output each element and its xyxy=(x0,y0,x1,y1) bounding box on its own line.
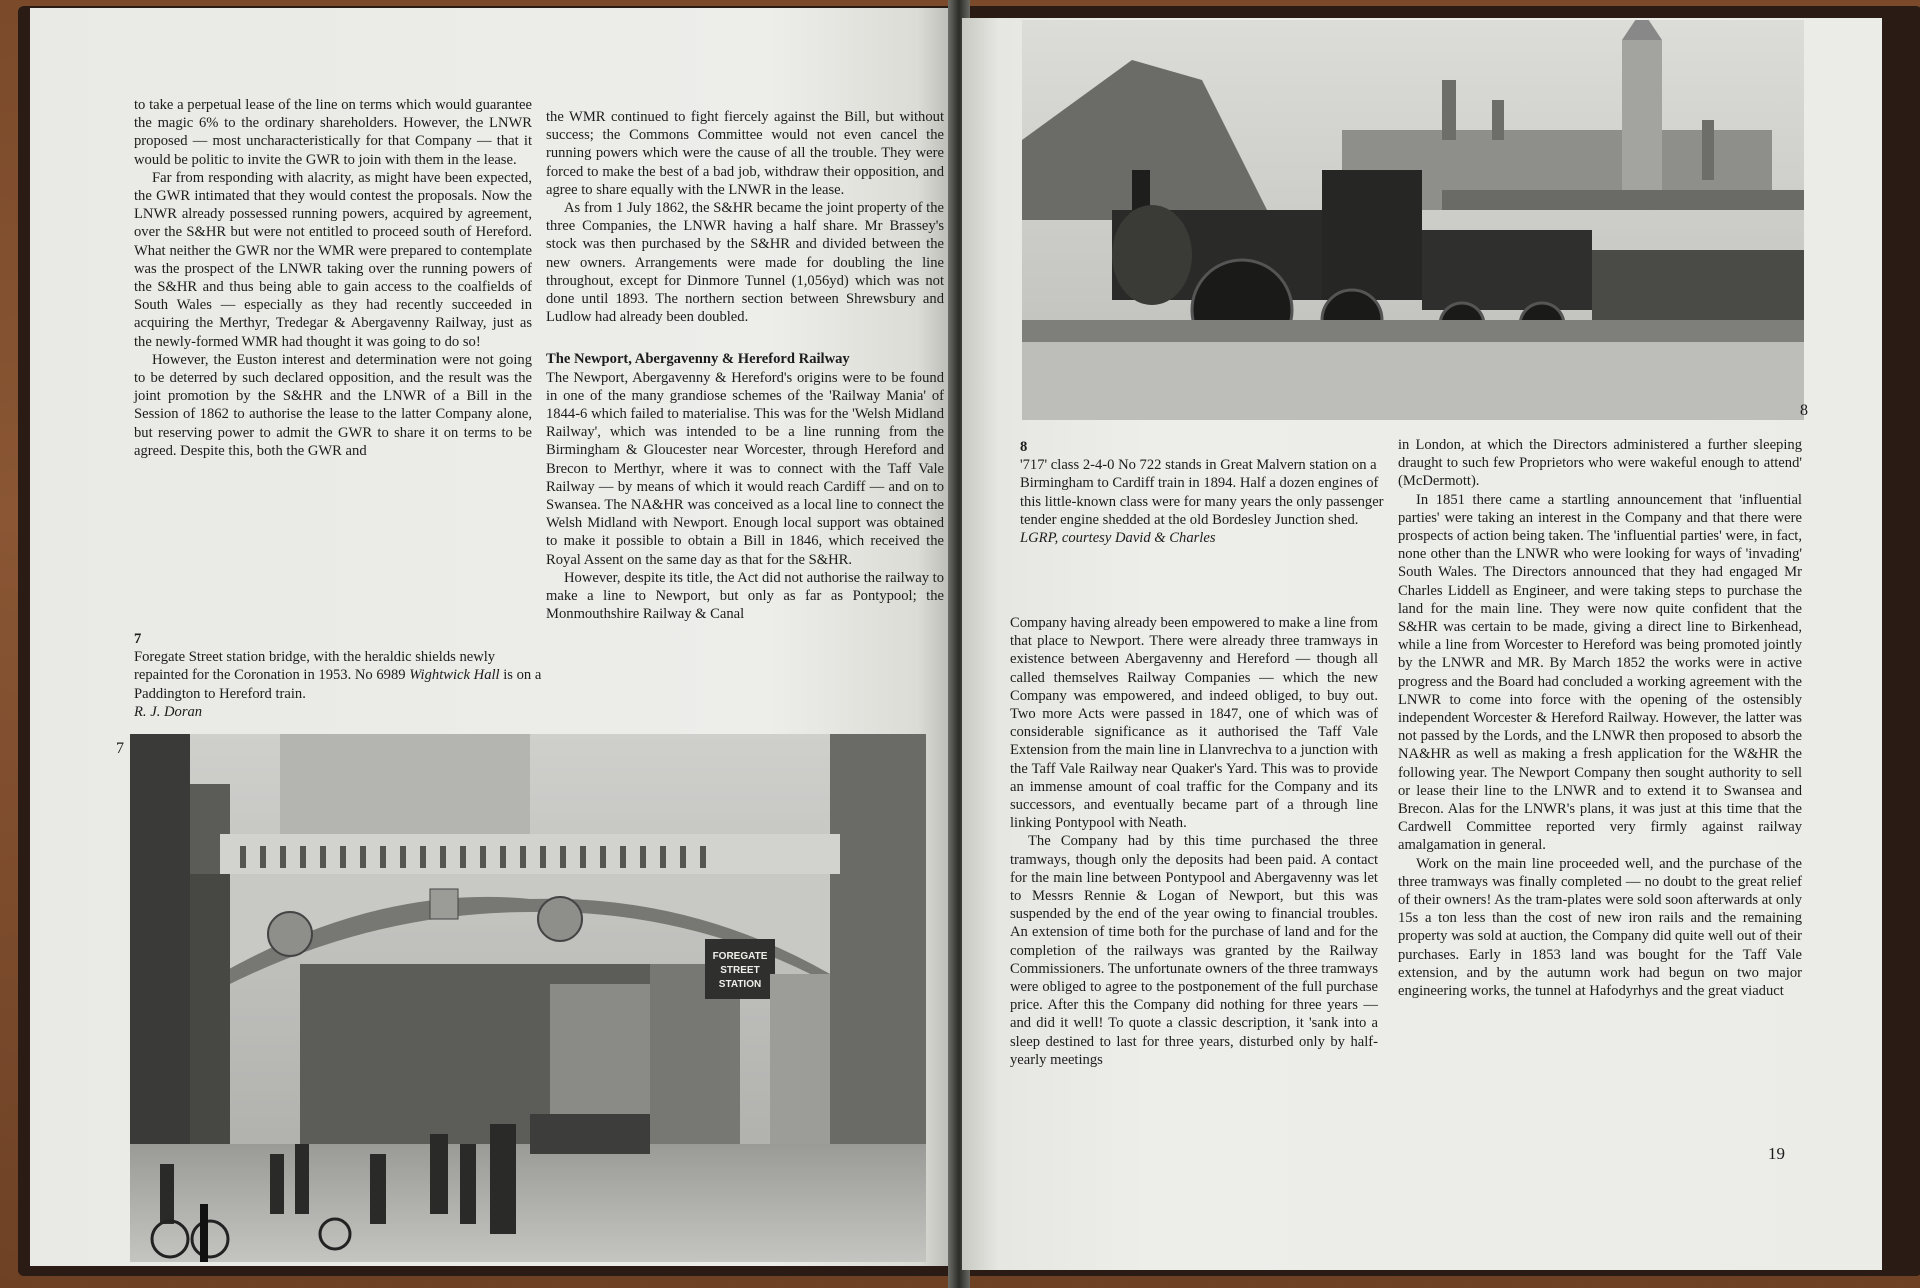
paragraph: The Newport, Abergavenny & Hereford's origins were to be found in one of the many grandiose schemes of the 'Railway Mania' of 1844-6 which failed to materialise. This was for the 'Welsh Midland Railway', which was intended to be a line running from the Birmingham & Gloucester near Worcester, through Hereford and Brecon to Merthyr, where it was to connect with the Taff Vale Railway — by means of which it would reach Cardiff — and on to Swansea. The NA&HR was conceived as a local line to connect the Welsh Midland with Newport. Enough local support was obtained to make it possible to obtain a Bill in 1846, which received the Royal Assent on the same day as that for the S&HR. xyxy=(546,369,944,568)
photo-7-caption xyxy=(134,630,544,721)
caption-text: Foregate Street station bridge, with the heraldic shields newly repainted for the Coronation in 1953. No 6989 xyxy=(134,649,496,684)
locomotive-photo-graphic xyxy=(1022,20,1804,420)
photo-8-number: 8 xyxy=(1800,402,1808,419)
caption-number: 8 xyxy=(1020,439,1028,455)
photo-credit: R. J. Doran xyxy=(134,703,203,720)
paragraph: to take a perpetual lease of the line on terms which would guarantee the magic 6% to the ordinary shareholders. However, the LNWR proposed — most uncharacteristically for that Company — that it would be politic to invite the GWR to join with them in the lease. xyxy=(134,97,532,168)
right-page xyxy=(962,18,1882,1270)
left-column-1 xyxy=(134,96,532,460)
section-heading: The Newport, Abergavenny & Hereford Railway xyxy=(546,351,850,368)
paragraph: The Company had by this time purchased the three tramways, though only the deposits had been paid. A contact for the main line between Pontypool and Abergavenny was let to Messrs Rennie & Logan of Newport, but this was suspended by the end of the year owing to financial troubles. An extension of time both for the purchase of land and for the completion of the railways was granted by the Railway Commissioners. The unfortunate owners of the three tramways were obliged to agree to the postponement of the full purchase price. After this the Company did nothing for three years — and did it well! To quote a classic description, it 'sank into a sleep destined to last for three years, disturbed only by half-yearly meetings xyxy=(1010,833,1378,1068)
photo-7-number: 7 xyxy=(116,740,124,757)
caption-locomotive-name: Wightwick Hall xyxy=(409,667,500,684)
caption-number: 7 xyxy=(134,631,142,647)
station-sign-text: FOREGATE xyxy=(712,951,768,962)
photo-credit: LGRP, courtesy David & Charles xyxy=(1020,530,1216,547)
left-column-2 xyxy=(546,108,944,623)
right-column-2 xyxy=(1398,436,1802,1000)
svg-text:STATION: STATION xyxy=(718,979,762,990)
photo-locomotive-722 xyxy=(1022,20,1804,420)
paragraph: In 1851 there came a startling announcement that 'influential parties' were taking an interest in the Company and that there were prospects of action being taken. The 'influential parties' were, in fact, none other than the LNWR who were looking for ways of 'invading' South Wales. The Directors announced that they had engaged Mr Charles Liddell as Engineer, and were taking steps to purchase the land for the main line. They were now quite confident that the S&HR was certain to be made, giving a direct line to Birkenhead, while a line from Worcester to Hereford was being promoted jointly by the LNWR and MR. By March 1852 the works were in active progress and the Board had concluded a working agreement with the LNWR to come into force with the opening of the ostensibly independent Worcester & Hereford Railway. However, the latter was not passed by the Lords, and the LNWR then proposed to absorb the NA&HR as well as making a fresh application for the W&HR the following year. The Newport Company then sought authority to sell or lease their line to the LNWR and to extend it to Swansea and Brecon. Alas for the LNWR's plans, it was just at this time that the Cardwell Committee reported very firmly against railway amalgamation in general. xyxy=(1398,491,1802,854)
photo-8-caption xyxy=(1020,438,1388,547)
paragraph: Company having already been empowered to make a line from that place to Newport. There were already three tramways in existence between Abergavenny and Hereford — though all called themselves Railway Companies — which the new Company was empowered, and indeed obliged, to buy out. Two more Acts were passed in 1847, one of which was of considerable significance as it authorised the Taff Vale Extension from the main line in Llanvrechva to a junction with the Taff Vale Railway near Quaker's Yard. This was to provide an immense amount of coal traffic for the Company and its successors, and eventually became part of a through line linking Pontypool with Neath. xyxy=(1010,615,1378,832)
paragraph: As from 1 July 1862, the S&HR became the joint property of the three Companies, the LNWR having a half share. Mr Brassey's stock was then purchased by the S&HR and divided between the new owners. Arrangements were made for doubling the line throughout, except for Dinmore Tunnel (1,056yd) which was not done until 1893. The northern section between Shrewsbury and Ludlow had already been doubled. xyxy=(546,200,944,326)
paragraph: Work on the main line proceeded well, and the purchase of the three tramways was finally completed — no doubt to the great relief of their owners! As the tram-plates were sold soon afterwards at only 15s a ton less than the cost of new iron rails and the remaining property was sold at auction, the Company did quite well out of their purchases. Early in 1853 land was bought for the Taff Vale extension, and by the autumn work had begun on two major engineering works, the tunnel at Hafodyrhys and the great viaduct xyxy=(1398,855,1802,1000)
caption-text: '717' class 2-4-0 No 722 stands in Great Malvern station on a Birmingham to Cardiff train in 1894. Half a dozen engines of this little-known class were for many years the only passenger tender engine shedded at the old Bordesley Junction shed. xyxy=(1020,457,1384,528)
paragraph: However, despite its title, the Act did not authorise the railway to make a line to Newport, but only as far as Pontypool; the Monmouthshire Railway & Canal xyxy=(546,569,944,623)
caption-text: is on a Paddington to Hereford train. xyxy=(134,667,542,702)
photo-foregate-street-bridge xyxy=(130,734,926,1262)
page-number: 19 xyxy=(1768,1144,1785,1163)
right-column-1 xyxy=(1010,614,1378,1069)
svg-text:STREET: STREET xyxy=(720,965,760,976)
left-page xyxy=(30,8,955,1266)
bridge-photo-graphic xyxy=(130,734,926,1262)
paragraph: the WMR continued to fight fiercely against the Bill, but without success; the Commons Committee would not even cancel the running powers which were the cause of all the trouble. They were forced to make the best of a bad job, withdraw their opposition, and agree to share equally with the LNWR in the lease. xyxy=(546,109,944,198)
paragraph: However, the Euston interest and determination were not going to be deterred by such declared opposition, and the result was the joint promotion by the S&HR and the LNWR of a Bill in the Session of 1862 to authorise the lease to the latter Company alone, but reserving power to admit the GWR to share it on terms to be agreed. Despite this, both the GWR and xyxy=(134,351,532,459)
paragraph: Far from responding with alacrity, as might have been expected, the GWR intimated that they would contest the proposals. Now the LNWR already possessed running powers, acquired by agreement, over the S&HR but were not entitled to proceed south of Hereford. What neither the GWR nor the WMR were prepared to contemplate was the prospect of the LNWR taking over the running powers of the S&HR and thus being able to gain access to the coalfields of South Wales — especially as they had recently succeeded in acquiring the Merthyr, Tredegar & Abergavenny Railway, just as the newly-formed WMR had thought it was going to do so! xyxy=(134,169,532,350)
paragraph: in London, at which the Directors administered a further sleeping draught to such few Proprietors who were wakeful enough to attend' (McDermott). xyxy=(1398,437,1802,490)
